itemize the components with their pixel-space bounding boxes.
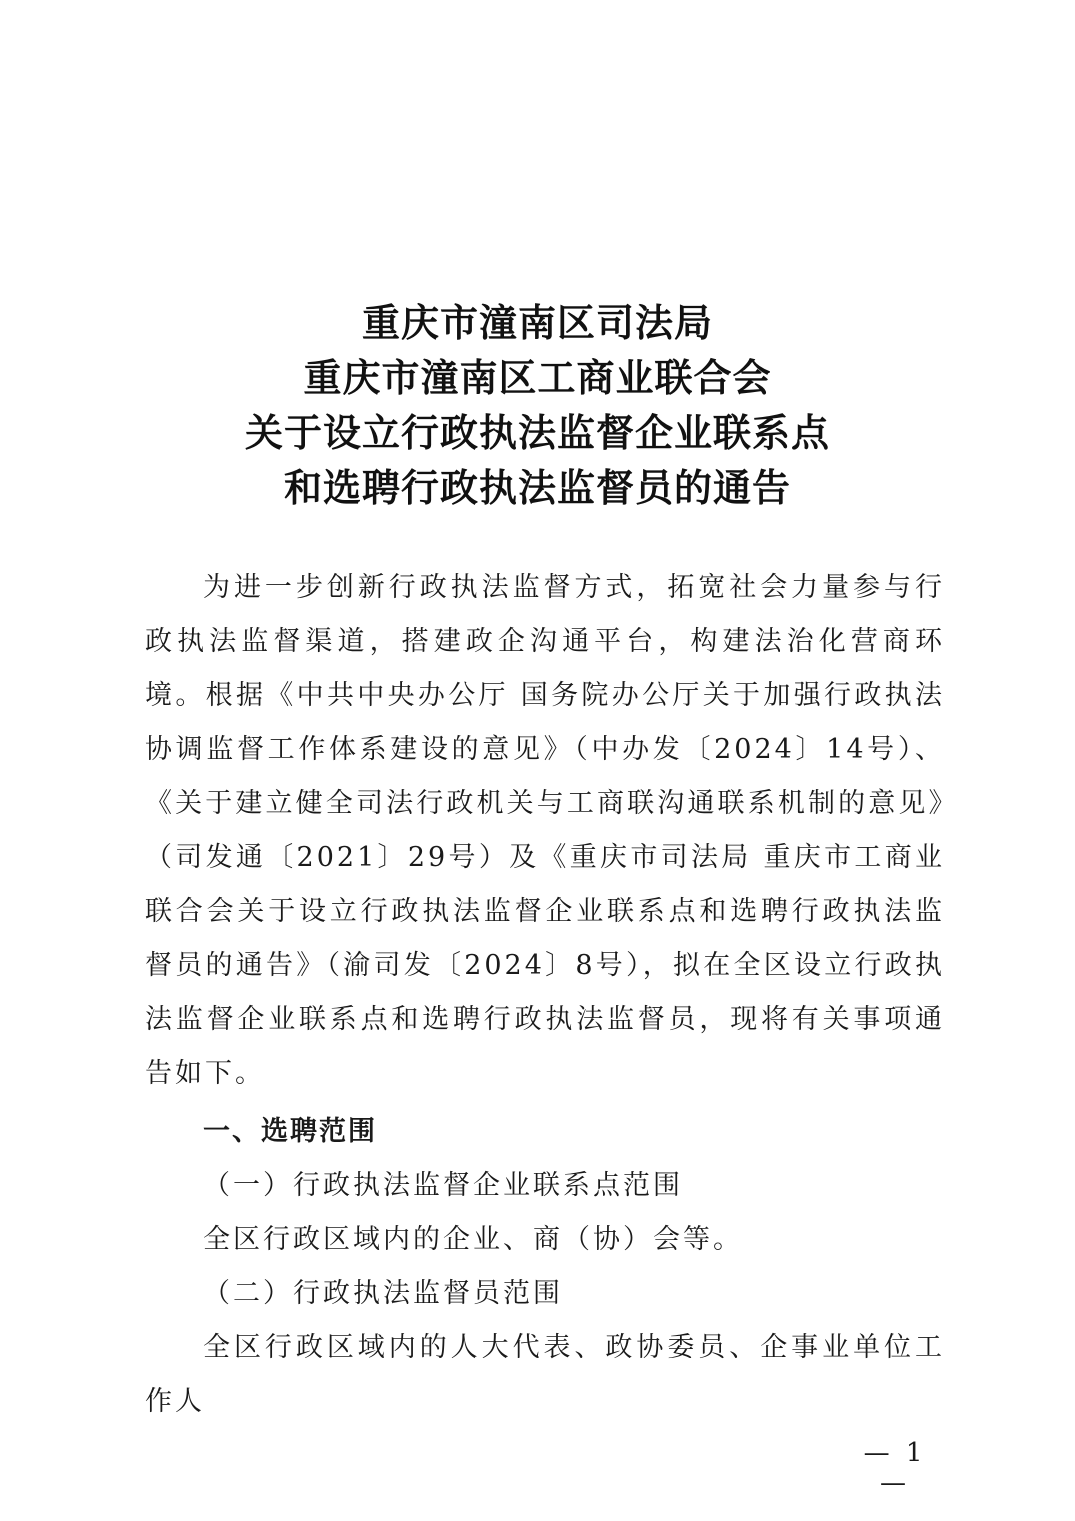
document-body (145, 561, 945, 1429)
document-title (0, 296, 1075, 516)
subsection-text-supervisors: 全区行政区域内的人大代表、政协委员、企事业单位工作人 (145, 1332, 945, 1417)
subsection-heading-supervisors: （二）行政执法监督员范围 (203, 1278, 563, 1309)
page-number: — 1 — (863, 1438, 927, 1498)
title-line-1: 重庆市潼南区司法局 (361, 301, 713, 345)
subsection-text-contact-points: 全区行政区域内的企业、商（协）会等。 (203, 1224, 743, 1255)
title-line-4: 和选聘行政执法监督员的通告 (283, 466, 791, 510)
section-heading-selection-scope: 一、选聘范围 (203, 1116, 377, 1147)
subsection-heading-contact-points: （一）行政执法监督企业联系点范围 (203, 1170, 683, 1201)
title-line-2: 重庆市潼南区工商业联合会 (303, 356, 772, 400)
title-line-3: 关于设立行政执法监督企业联系点 (244, 411, 830, 455)
intro-paragraph: 为进一步创新行政执法监督方式，拓宽社会力量参与行政执法监督渠道，搭建政企沟通平台，构建法治化营商环境。根据《中共中央办公厅 国务院办公厅关于加强行政执法协调监督工作体系建设的意见》（中办发〔2024〕14号）、《关于建立健全司法行政机关与工商联沟通联系机制的意见》（司发通〔2021〕29号）及《重庆市司法局 重庆市工商业联合会关于设立行政执法监督企业联系点和选聘行政执法监督员的通告》（渝司发〔2024〕8号），拟在全区设立行政执法监督企业联系点和选聘行政执法监督员，现将有关事项通告如下。 (145, 572, 945, 1089)
